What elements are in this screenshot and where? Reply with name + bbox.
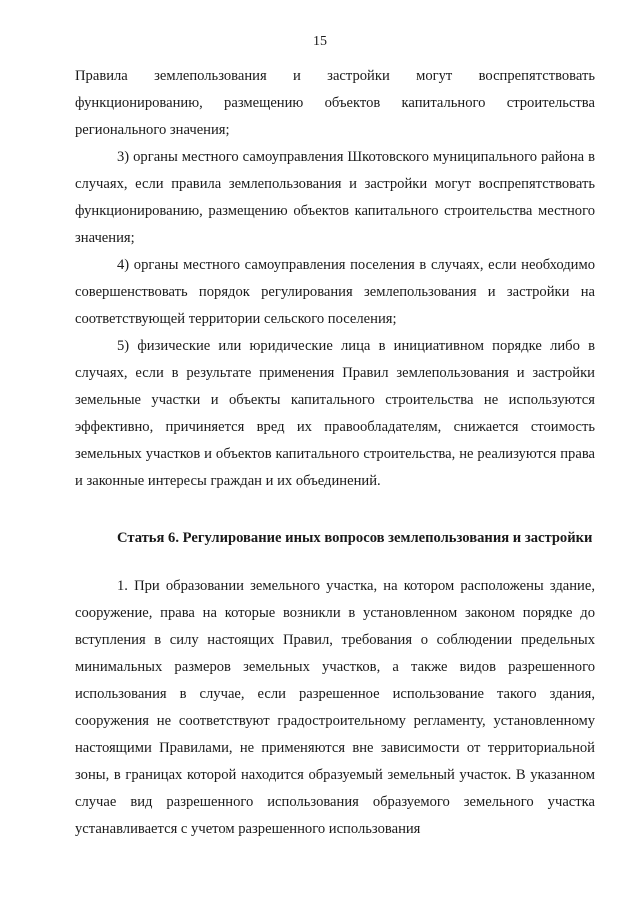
article-heading: Статья 6. Регулирование иных вопросов землепользования и застройки — [117, 530, 593, 546]
paragraph-article-6-item-1: 1. При образовании земельного участка, на котором расположены здание, сооружение, права на которые возникли в установленном законом порядке до вступления в силу настоящих Правил, требования о соблюдении предельных минимальных размеров земельных участков, а также видов разрешенного использования в случае, если разрешенное использование такого здания, сооружения не соответствуют градостроительному регламенту, установленному настоящими Правилами, не применяются вне зависимости от территориальной зоны, в границах которой находится образуемый земельный участок. В указанном случае вид разрешенного использования образуемого земельного участка устанавливается с учетом разрешенного использования — [75, 578, 595, 837]
section-gap — [75, 547, 595, 573]
page-number: 15 — [313, 34, 327, 49]
paragraph-continuation: Правила землепользования и застройки могут воспрепятствовать функционированию, размещению объектов капитального строительства регионального значения; — [75, 68, 595, 138]
paragraph-item-4: 4) органы местного самоуправления поселения в случаях, если необходимо совершенствовать порядок регулирования землепользования и застройки на соответствующей территории сельского поселения; — [75, 257, 595, 327]
paragraph-item-3: 3) органы местного самоуправления Шкотовского муниципального района в случаях, если правила землепользования и застройки могут воспрепятствовать функционированию, размещению объектов капитального строительства местного значения; — [75, 149, 595, 246]
paragraph-item-5: 5) физические или юридические лица в инициативном порядке либо в случаях, если в результате применения Правил землепользования и застройки земельные участки и объекты капитального строительства не используются эффективно, причиняется вред их правообладателям, снижается стоимость земельных участков и объектов капитального строительства, не реализуются права и законные интересы граждан и их объединений. — [75, 338, 595, 489]
document-body — [75, 63, 595, 843]
